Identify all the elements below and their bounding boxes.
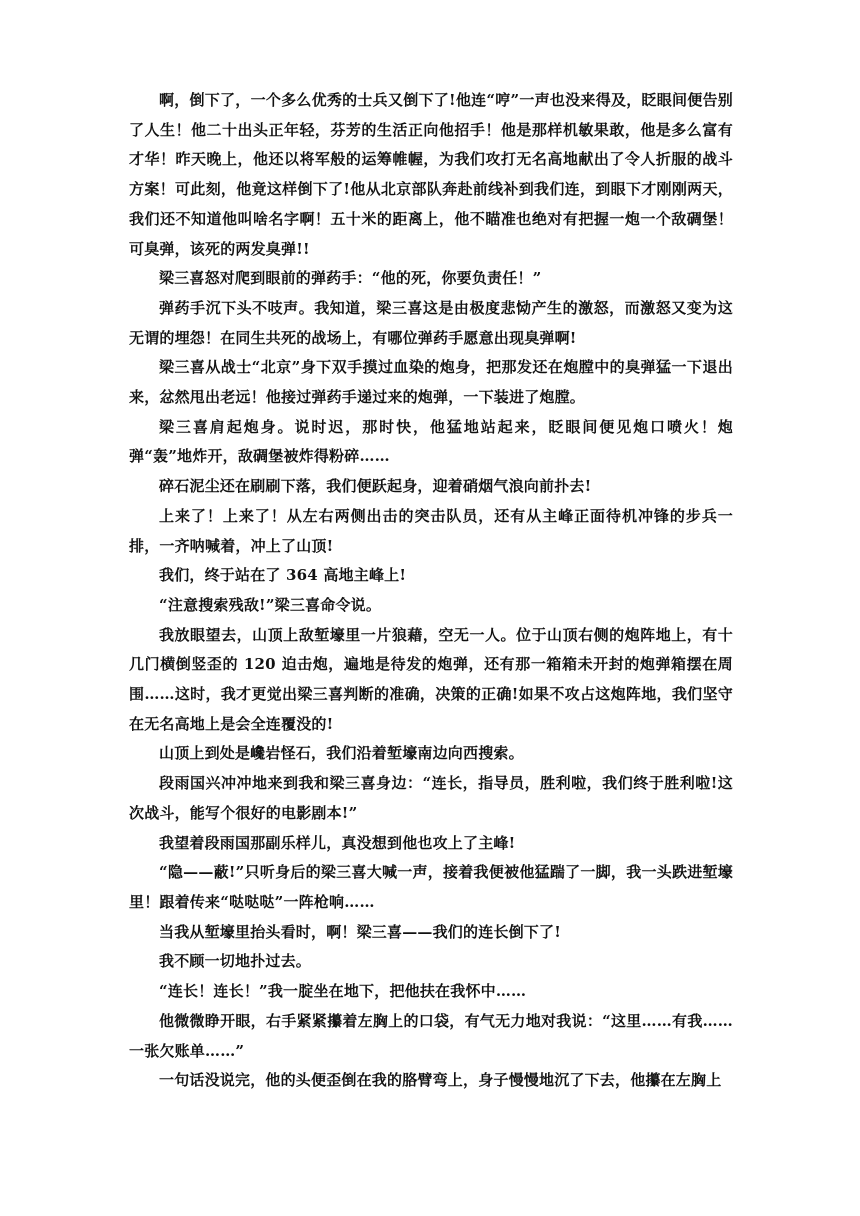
paragraph: “连长！连长！”我一腚坐在地下，把他扶在我怀中…… xyxy=(159,982,527,1001)
paragraph: “注意搜索残敌!”梁三喜命令说。 xyxy=(159,595,382,614)
paragraph: 我们，终于站在了 364 高地主峰上! xyxy=(159,566,407,585)
paragraph: 啊，倒下了，一个多么优秀的士兵又倒下了!他连“哼”一声也没来得及，眨眼间便告别了人生！他二十出头正年轻，芬芳的生活正向他招手！他是那样机敏果敢，他是多么富有才华！昨天晚上，他还以将军般的运筹帷幄，为我们攻打无名高地献出了令人折服的战斗方案！可此刻，他竟这样倒下了!他从北京部队奔赴前线补到我们连，到眼下才刚刚两天，我们还不知道他叫啥名字啊！五十米的距离上，他不瞄准也绝对有把握一炮一个敌碉堡！可臭弹，该死的两发臭弹!! xyxy=(129,91,733,258)
paragraph: 我不顾一切地扑过去。 xyxy=(159,952,312,971)
paragraph: 梁三喜肩起炮身。说时迟，那时快，他猛地站起来，眨眼间便见炮口喷火！炮弹“轰”地炸开，敌碉堡被炸得粉碎…… xyxy=(129,417,733,466)
paragraph: 碎石泥尘还在刷刷下落，我们便跃起身，迎着硝烟气浪向前扑去! xyxy=(159,477,592,496)
paragraph: 一句话没说完，他的头便歪倒在我的胳臂弯上，身子慢慢地沉了下去，他攥在左胸上 xyxy=(159,1071,722,1090)
paragraph: 山顶上到处是巉岩怪石，我们沿着堑壕南边向西搜索。 xyxy=(159,744,524,763)
paragraph: “隐——蔽!”只听身后的梁三喜大喊一声，接着我便被他猛踹了一脚，我一头跌进堑壕里！跟着传来“哒哒哒”一阵枪响…… xyxy=(129,863,733,911)
paragraph: 当我从堑壕里抬头看时，啊！梁三喜——我们的连长倒下了! xyxy=(159,922,561,941)
paragraph: 弹药手沉下头不吱声。我知道，梁三喜这是由极度悲恸产生的激怒，而激怒又变为这无谓的埋怨！在同生共死的战场上，有哪位弹药手愿意出现臭弹啊! xyxy=(129,298,733,347)
paragraph: 我望着段雨国那副乐样儿，真没想到他也攻上了主峰! xyxy=(159,833,516,852)
paragraph: 段雨国兴冲冲地来到我和梁三喜身边：“连长，指导员，胜利啦，我们终于胜利啦!这次战斗，能写个很好的电影剧本!” xyxy=(129,774,733,822)
paragraph: 梁三喜怒对爬到眼前的弹药手：“他的死，你要负责任！” xyxy=(159,269,542,288)
paragraph: 上来了！上来了！从左右两侧出击的突击队员，还有从主峰正面待机冲锋的步兵一排，一齐呐喊着，冲上了山顶! xyxy=(129,506,733,555)
paragraph: 梁三喜从战士“北京”身下双手摸过血染的炮身，把那发还在炮膛中的臭弹猛一下退出来，忿然甩出老远！他接过弹药手递过来的炮弹，一下装进了炮膛。 xyxy=(129,358,733,407)
paragraph: 他微微睁开眼，右手紧紧攥着左胸上的口袋，有气无力地对我说：“这里……有我……一张欠账单……” xyxy=(129,1011,733,1060)
paragraph: 我放眼望去，山顶上敌堑壕里一片狼藉，空无一人。位于山顶右侧的炮阵地上，有十几门横倒竖歪的 120 迫击炮，遍地是待发的炮弹，还有那一箱箱未开封的炮弹箱摆在周围……这时，我才更觉出梁三喜判断的准确，决策的正确!如果不攻占这炮阵地，我们坚守在无名高地上是会全连覆没的! xyxy=(129,625,733,733)
document-body xyxy=(129,86,733,1096)
